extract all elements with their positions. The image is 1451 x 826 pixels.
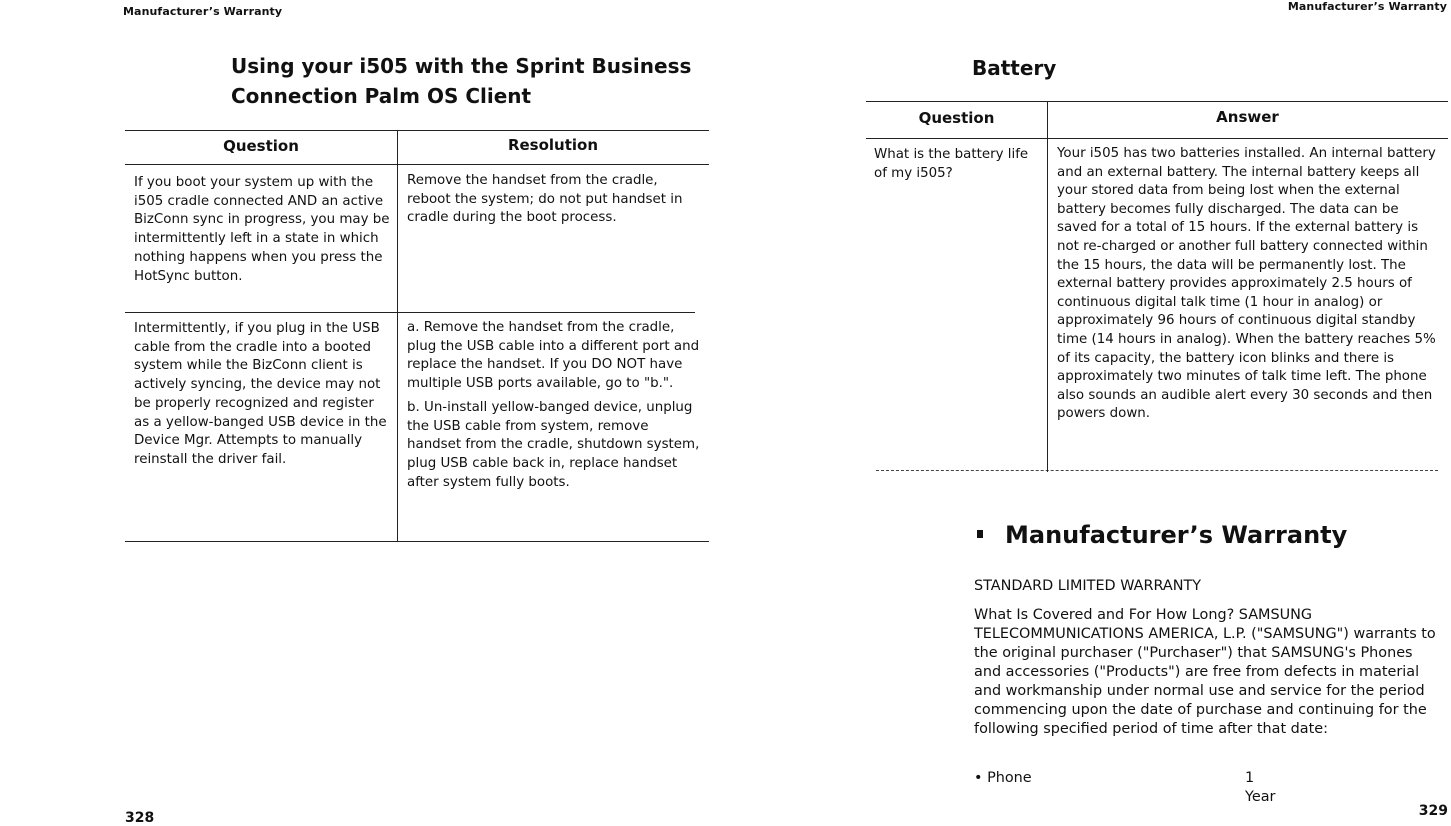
left-page-title bbox=[231, 51, 691, 111]
battery-table-header-rule bbox=[866, 138, 1448, 139]
battery-table-bottom-rule bbox=[876, 470, 1438, 471]
left-table-bottom-rule bbox=[125, 541, 709, 542]
section-bullet-icon bbox=[977, 530, 983, 538]
left-row-2-resolution-step-a: a. Remove the handset from the cradle, plug the USB cable into a different port and replace the handset. If you DO NOT have multiple USB ports available, go to "b.". bbox=[407, 320, 700, 392]
battery-table-header-answer: Answer bbox=[1216, 108, 1279, 126]
left-row-1-question: If you boot your system up with the i505 cradle connected AND an active BizConn sync in progress, you may be intermittently left in a state in which nothing happens when you press the HotSync button. bbox=[134, 175, 390, 284]
coverage-item bbox=[974, 769, 1276, 805]
left-table-column-divider bbox=[397, 130, 398, 541]
left-row-1-resolution-step: Remove the handset from the cradle, reboot the system; do not put handset in cradle during the boot process. bbox=[407, 173, 683, 226]
left-row-2-resolution bbox=[407, 319, 703, 497]
left-page-number: 328 bbox=[125, 810, 155, 826]
battery-section-title: Battery bbox=[972, 56, 1057, 80]
warranty-paragraph: What Is Covered and For How Long? SAMSUNG TELECOMMUNICATIONS AMERICA, L.P. ("SAMSUNG") warrants to the original purchaser ("Purchaser") that SAMSUNG's Phones and accessories ("Products") are free from defects in material and workmanship under normal use and service for the period commencing upon the date of purchase and continuing for the following specified period of time after that date: bbox=[974, 607, 1436, 737]
battery-row-answer: Your i505 has two batteries installed. An internal battery and an external battery. The internal battery keeps all your stored data from being lost when the external battery becomes fully discharged. The data can be saved for a total of 15 hours. If the external battery is not re-charged or another full battery connected within the 15 hours, the data will be permanently lost. The external battery provides approximately 2.5 hours of continuous digital talk time (1 hour in analog) or approximately 96 hours of continuous digital standby time (14 hours in analog). When the battery reaches 5% of its capacity, the battery icon blinks and there is approximately two minutes of talk time left. The phone also sounds an audible alert every 30 seconds and then powers down. bbox=[1057, 146, 1436, 422]
left-table-row-rule bbox=[125, 312, 695, 313]
left-title-line-2: Connection Palm OS Client bbox=[231, 84, 532, 108]
left-running-header: Manufacturer’s Warranty bbox=[123, 5, 283, 18]
left-row-2-resolution-step-b: b. Un-install yellow-banged device, unplug the USB cable from system, remove handset from the cradle, shutdown system, plug USB cable back in, replace handset after system fully boots. bbox=[407, 399, 700, 490]
left-row-1-resolution bbox=[407, 172, 703, 233]
right-page-number: 329 bbox=[1418, 803, 1448, 819]
left-title-line-1: Using your i505 with the Sprint Business bbox=[231, 54, 692, 78]
coverage-item-period: 1 Year bbox=[1245, 770, 1276, 805]
right-running-header: Manufacturer’s Warranty bbox=[1287, 0, 1447, 13]
coverage-item-label: • Phone bbox=[974, 770, 1032, 786]
left-table-header-rule bbox=[125, 164, 709, 165]
battery-table-header-question: Question bbox=[918, 109, 995, 127]
battery-table-top-rule bbox=[866, 101, 1448, 102]
standard-limited-warranty-heading: STANDARD LIMITED WARRANTY bbox=[974, 578, 1202, 594]
left-table-header-resolution: Resolution bbox=[507, 136, 599, 154]
battery-table-column-divider bbox=[1047, 101, 1048, 472]
warranty-section-title: Manufacturer’s Warranty bbox=[1005, 521, 1348, 549]
left-row-2-question: Intermittently, if you plug in the USB cable from the cradle into a booted system while the BizConn client is actively syncing, the device may not be properly recognized and register as a yellow-banged USB device in the Device Mgr. Attempts to manually reinstall the driver fail. bbox=[134, 321, 387, 467]
battery-row-question: What is the battery life of my i505? bbox=[874, 147, 1029, 181]
left-table-top-rule bbox=[125, 130, 709, 131]
left-table-header-question: Question bbox=[223, 137, 299, 155]
